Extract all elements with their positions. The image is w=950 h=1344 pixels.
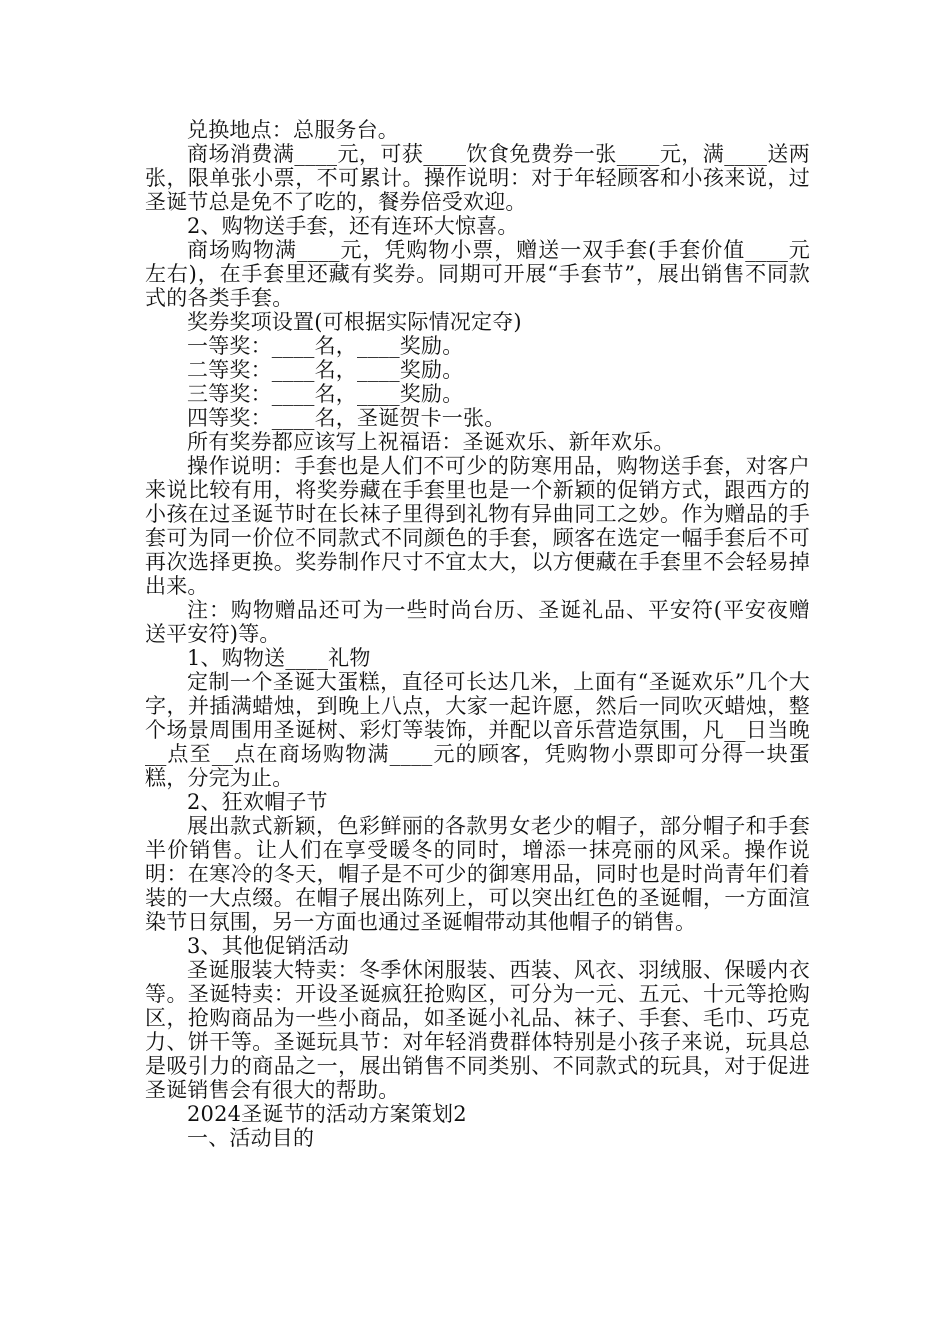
- paragraph: 兑换地点：总服务台。: [187, 118, 399, 142]
- section-heading: 2、狂欢帽子节: [187, 790, 328, 814]
- prize-line: 四等奖：____名，圣诞贺卡一张。: [187, 406, 506, 430]
- section-heading: 3、其他促销活动: [187, 934, 349, 958]
- section-heading: 一、活动目的: [187, 1126, 315, 1150]
- document-body: [145, 118, 810, 1150]
- paragraph: 奖券奖项设置(可根据实际情况定夺): [187, 310, 522, 334]
- note-paragraph: 注：购物赠品还可为一些时尚台历、圣诞礼品、平安符(平安夜赠送平安符)等。: [145, 598, 810, 646]
- section-heading: 1、购物送____礼物: [187, 646, 371, 670]
- paragraph: 定制一个圣诞大蛋糕，直径可长达几米，上面有“圣诞欢乐”几个大字，并插满蜡烛，到晚上八点，大家一起许愿，然后一同吹灭蜡烛，整个场景周围用圣诞树、彩灯等装饰，并配以音乐营造氛围，凡__日当晚__点至__点在商场购物满____元的顾客，凭购物小票即可分得一块蛋糕，分完为止。: [145, 670, 810, 790]
- document-subtitle: 2024圣诞节的活动方案策划2: [187, 1102, 467, 1126]
- prize-line: 一等奖：____名，____奖励。: [187, 334, 464, 358]
- prize-line: 二等奖：____名，____奖励。: [187, 358, 464, 382]
- paragraph: 圣诞服装大特卖：冬季休闲服装、西装、风衣、羽绒服、保暖内衣等。圣诞特卖：开设圣诞疯狂抢购区，可分为一元、五元、十元等抢购区，抢购商品为一些小商品，如圣诞小礼品、袜子、手套、毛巾、巧克力、饼干等。圣诞玩具节：对年轻消费群体特别是小孩子来说，玩具总是吸引力的商品之一，展出销售不同类别、不同款式的玩具，对于促进圣诞销售会有很大的帮助。: [145, 958, 810, 1102]
- paragraph: 所有奖券都应该写上祝福语：圣诞欢乐、新年欢乐。: [187, 430, 675, 454]
- section-heading: 2、购物送手套，还有连环大惊喜。: [187, 214, 519, 238]
- paragraph: 商场购物满____元，凭购物小票，赠送一双手套(手套价值____元左右)，在手套里还藏有奖券。同期可开展“手套节”，展出销售不同款式的各类手套。: [145, 238, 810, 310]
- paragraph: 展出款式新颖，色彩鲜丽的各款男女老少的帽子，部分帽子和手套半价销售。让人们在享受暖冬的同时，增添一抹亮丽的风采。操作说明：在寒冷的冬天，帽子是不可少的御寒用品，同时也是时尚青年们着装的一大点缀。在帽子展出陈列上，可以突出红色的圣诞帽，一方面渲染节日氛围，另一方面也通过圣诞帽带动其他帽子的销售。: [145, 814, 810, 934]
- prize-line: 三等奖：____名，____奖励。: [187, 382, 464, 406]
- paragraph: 操作说明：手套也是人们不可少的防寒用品，购物送手套，对客户来说比较有用，将奖券藏在手套里也是一个新颖的促销方式，跟西方的小孩在过圣诞节时在长袜子里得到礼物有异曲同工之妙。作为赠品的手套可为同一价位不同款式不同颜色的手套，顾客在选定一幅手套后不可再次选择更换。奖券制作尺寸不宜太大，以方便藏在手套里不会轻易掉出来。: [145, 454, 810, 598]
- paragraph: 商场消费满____元，可获____饮食免费券一张____元，满____送两张，限单张小票，不可累计。操作说明：对于年轻顾客和小孩来说，过圣诞节总是免不了吃的，餐券倍受欢迎。: [145, 142, 810, 214]
